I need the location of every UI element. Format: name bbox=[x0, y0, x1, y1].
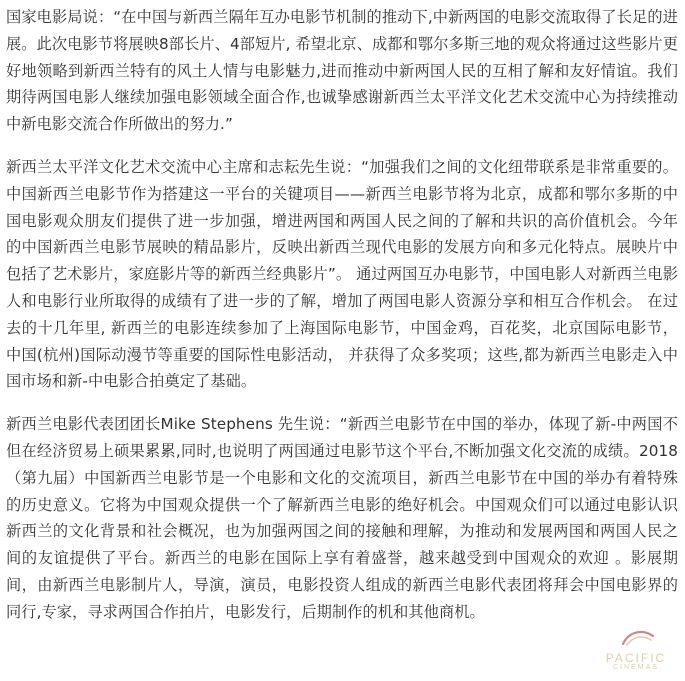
watermark-brand-name: PACIFIC bbox=[605, 651, 667, 665]
watermark-brand-sub: CINEMAS bbox=[613, 664, 659, 671]
paragraph-film-bureau: 国家电影局说：“在中国与新西兰隔年互办电影节机制的推动下,中新两国的电影交流取得了长足的进展。此次电影节将展映8部长片、4部短片, 希望北京、成都和鄂尔多斯三地的观众将通过这些影片更好地领略到新西兰特有的风土人情与电影魅力,进而推动中新两国人民的互相了解和友好情谊。我们期待两国电影人继续加强电影领域全面合作,也诚挚感谢新西兰太平洋文化艺术交流中心为持续推动中新电影交流合作所做出的努力.” bbox=[6, 8, 678, 134]
pacific-cinemas-logo-icon bbox=[619, 627, 657, 649]
article-body bbox=[6, 4, 678, 626]
paragraph-pacific-centre-chair: 新西兰太平洋文化艺术交流中心主席和志耘先生说：“加强我们之间的文化纽带联系是非常重要的。中国新西兰电影节作为搭建这一平台的关键项目——新西兰电影节将为北京，成都和鄂尔多斯的中国电影观众朋友们提供了进一步加强，增进两国和两国人民之间的了解和共识的高价值机会。今年的中国新西兰电影节展映的精品影片，反映出新西兰现代电影的发展方向和多元化特点。展映片中包括了艺术影片，家庭影片等的新西兰经典影片”。 通过两国互办电影节，中国电影人对新西兰电影人和电影行业所取得的成绩有了进一步的了解，增加了两国电影人资源分享和相互合作机会。 在过去的十几年里, 新西兰的电影连续参加了上海国际电影节，中国金鸡，百花奖，北京国际电影节， 中国(杭州)国际动漫节等重要的国际性电影活动， 并获得了众多奖项；这些,都为新西兰电影走入中国市场和新-中电影合拍奠定了基础。 bbox=[6, 157, 678, 391]
paragraph-delegation-head: 新西兰电影代表团团长Mike Stephens 先生说：“新西兰电影节在中国的举办，体现了新-中两国不但在经济贸易上硕果累累,同时,也说明了两国通过电影节这个平台,不断加强文化交流的成绩。2018（第九届）中国新西兰电影节是一个电影和文化的交流项目，新西兰电影节在中国的举办有着特殊的历史意义。它将为中国观众提供一个了解新西兰电影的绝好机会。中国观众们可以通过电影认识新西兰的文化背景和社会概况，也为加强两国之间的接触和理解，为推动和发展两国和两国人民之间的友谊提供了平台。新西兰的电影在国际上享有着盛誉，越来越受到中国观众的欢迎 。影展期间，由新西兰电影制片人，导演，演员，电影投资人组成的新西兰电影代表团将拜会中国电影界的同行,专家，寻求两国合作拍片，电影发行，后期制作的机和其他商机。 bbox=[6, 415, 678, 621]
watermark-logo bbox=[595, 627, 677, 675]
